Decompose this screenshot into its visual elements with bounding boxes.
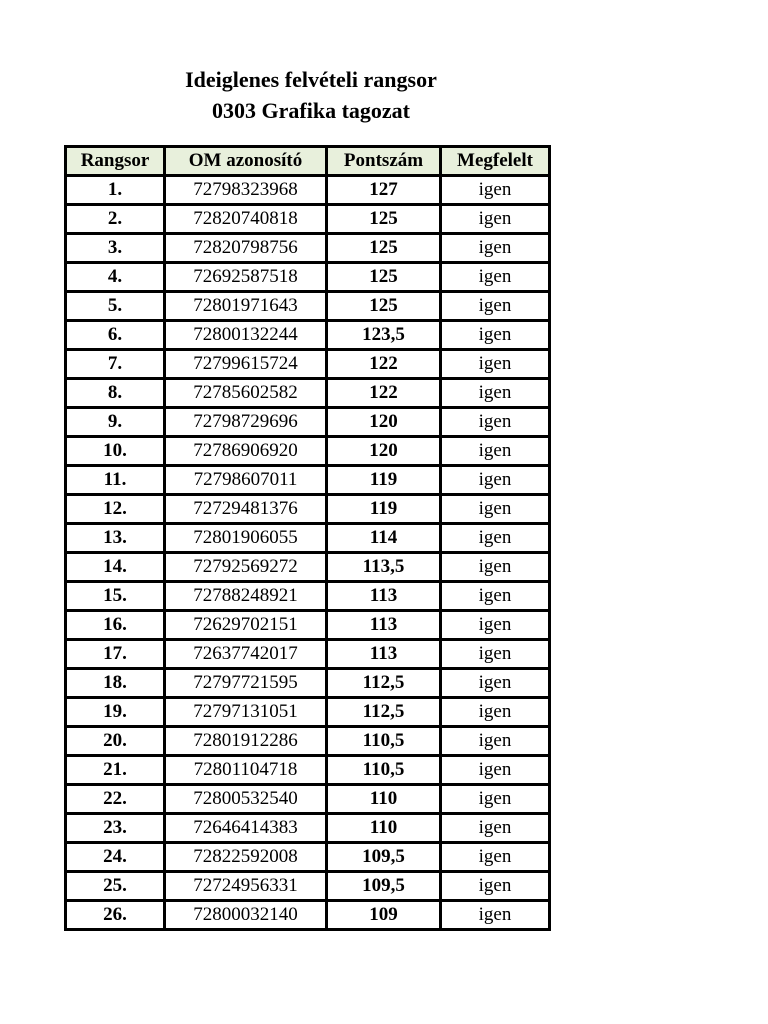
cell-pontszam: 125 (328, 206, 439, 232)
cell-pontszam: 112,5 (328, 670, 439, 696)
cell-megfelelt: igen (442, 351, 548, 377)
cell-om-azonosito: 72801912286 (166, 728, 325, 754)
cell-pontszam: 113 (328, 583, 439, 609)
header-megfelelt: Megfelelt (442, 148, 548, 174)
cell-pontszam: 113,5 (328, 554, 439, 580)
cell-rangsor: 20. (67, 728, 163, 754)
cell-megfelelt: igen (442, 612, 548, 638)
cell-rangsor: 21. (67, 757, 163, 783)
cell-om-azonosito: 72799615724 (166, 351, 325, 377)
cell-megfelelt: igen (442, 844, 548, 870)
header-rangsor: Rangsor (67, 148, 163, 174)
cell-rangsor: 15. (67, 583, 163, 609)
table-row (67, 409, 548, 435)
cell-megfelelt: igen (442, 235, 548, 261)
cell-om-azonosito: 72785602582 (166, 380, 325, 406)
cell-rangsor: 16. (67, 612, 163, 638)
cell-pontszam: 125 (328, 264, 439, 290)
cell-om-azonosito: 72797721595 (166, 670, 325, 696)
cell-megfelelt: igen (442, 786, 548, 812)
cell-pontszam: 109 (328, 902, 439, 928)
cell-om-azonosito: 72788248921 (166, 583, 325, 609)
document-title (0, 64, 622, 126)
table-row (67, 612, 548, 638)
table-row (67, 293, 548, 319)
cell-pontszam: 114 (328, 525, 439, 551)
cell-megfelelt: igen (442, 815, 548, 841)
cell-rangsor: 13. (67, 525, 163, 551)
table-row (67, 728, 548, 754)
cell-megfelelt: igen (442, 380, 548, 406)
cell-megfelelt: igen (442, 728, 548, 754)
cell-om-azonosito: 72820798756 (166, 235, 325, 261)
cell-om-azonosito: 72792569272 (166, 554, 325, 580)
title-line-2: 0303 Grafika tagozat (212, 98, 410, 123)
table-row (67, 699, 548, 725)
cell-pontszam: 113 (328, 612, 439, 638)
cell-rangsor: 1. (67, 177, 163, 203)
cell-pontszam: 109,5 (328, 873, 439, 899)
cell-rangsor: 7. (67, 351, 163, 377)
cell-om-azonosito: 72797131051 (166, 699, 325, 725)
table-row (67, 757, 548, 783)
table-row (67, 351, 548, 377)
cell-om-azonosito: 72629702151 (166, 612, 325, 638)
cell-megfelelt: igen (442, 699, 548, 725)
cell-megfelelt: igen (442, 496, 548, 522)
header-om-azonosito: OM azonosító (166, 148, 325, 174)
cell-pontszam: 123,5 (328, 322, 439, 348)
cell-rangsor: 17. (67, 641, 163, 667)
cell-rangsor: 2. (67, 206, 163, 232)
cell-megfelelt: igen (442, 902, 548, 928)
cell-om-azonosito: 72801971643 (166, 293, 325, 319)
cell-om-azonosito: 72820740818 (166, 206, 325, 232)
table-body (67, 177, 548, 928)
table-row (67, 786, 548, 812)
cell-rangsor: 26. (67, 902, 163, 928)
table-row (67, 380, 548, 406)
cell-rangsor: 12. (67, 496, 163, 522)
header-row (67, 148, 548, 174)
cell-om-azonosito: 72798729696 (166, 409, 325, 435)
cell-om-azonosito: 72822592008 (166, 844, 325, 870)
cell-pontszam: 110 (328, 786, 439, 812)
table-row (67, 264, 548, 290)
cell-megfelelt: igen (442, 467, 548, 493)
table-row (67, 525, 548, 551)
cell-pontszam: 122 (328, 351, 439, 377)
table-row (67, 467, 548, 493)
cell-rangsor: 14. (67, 554, 163, 580)
cell-rangsor: 24. (67, 844, 163, 870)
cell-pontszam: 119 (328, 496, 439, 522)
title-line-1: Ideiglenes felvételi rangsor (185, 67, 437, 92)
table-row (67, 583, 548, 609)
table-row (67, 641, 548, 667)
cell-rangsor: 18. (67, 670, 163, 696)
cell-megfelelt: igen (442, 525, 548, 551)
cell-megfelelt: igen (442, 670, 548, 696)
cell-megfelelt: igen (442, 264, 548, 290)
cell-rangsor: 25. (67, 873, 163, 899)
cell-megfelelt: igen (442, 438, 548, 464)
cell-pontszam: 110,5 (328, 728, 439, 754)
table-row (67, 438, 548, 464)
cell-megfelelt: igen (442, 177, 548, 203)
table-row (67, 815, 548, 841)
table-row (67, 670, 548, 696)
cell-rangsor: 11. (67, 467, 163, 493)
cell-om-azonosito: 72798323968 (166, 177, 325, 203)
cell-megfelelt: igen (442, 206, 548, 232)
cell-pontszam: 120 (328, 438, 439, 464)
cell-rangsor: 23. (67, 815, 163, 841)
cell-pontszam: 110,5 (328, 757, 439, 783)
cell-om-azonosito: 72800032140 (166, 902, 325, 928)
cell-om-azonosito: 72692587518 (166, 264, 325, 290)
cell-rangsor: 19. (67, 699, 163, 725)
cell-om-azonosito: 72801104718 (166, 757, 325, 783)
cell-pontszam: 109,5 (328, 844, 439, 870)
cell-pontszam: 122 (328, 380, 439, 406)
table-row (67, 496, 548, 522)
cell-rangsor: 10. (67, 438, 163, 464)
table-row (67, 873, 548, 899)
cell-rangsor: 8. (67, 380, 163, 406)
cell-om-azonosito: 72786906920 (166, 438, 325, 464)
cell-pontszam: 113 (328, 641, 439, 667)
cell-om-azonosito: 72724956331 (166, 873, 325, 899)
cell-pontszam: 119 (328, 467, 439, 493)
cell-pontszam: 112,5 (328, 699, 439, 725)
cell-pontszam: 110 (328, 815, 439, 841)
cell-megfelelt: igen (442, 554, 548, 580)
table-row (67, 902, 548, 928)
cell-om-azonosito: 72798607011 (166, 467, 325, 493)
cell-megfelelt: igen (442, 641, 548, 667)
cell-rangsor: 4. (67, 264, 163, 290)
cell-om-azonosito: 72801906055 (166, 525, 325, 551)
cell-pontszam: 127 (328, 177, 439, 203)
table-row (67, 554, 548, 580)
cell-rangsor: 3. (67, 235, 163, 261)
table-row (67, 177, 548, 203)
cell-rangsor: 5. (67, 293, 163, 319)
cell-pontszam: 125 (328, 293, 439, 319)
table-row (67, 235, 548, 261)
cell-om-azonosito: 72800132244 (166, 322, 325, 348)
cell-rangsor: 6. (67, 322, 163, 348)
cell-om-azonosito: 72637742017 (166, 641, 325, 667)
cell-rangsor: 9. (67, 409, 163, 435)
cell-megfelelt: igen (442, 757, 548, 783)
cell-megfelelt: igen (442, 322, 548, 348)
cell-megfelelt: igen (442, 293, 548, 319)
cell-megfelelt: igen (442, 873, 548, 899)
table-header (67, 148, 548, 174)
cell-megfelelt: igen (442, 583, 548, 609)
ranking-table (64, 145, 551, 931)
cell-om-azonosito: 72646414383 (166, 815, 325, 841)
cell-rangsor: 22. (67, 786, 163, 812)
table-row (67, 206, 548, 232)
table-row (67, 844, 548, 870)
table-row (67, 322, 548, 348)
header-pontszam: Pontszám (328, 148, 439, 174)
cell-om-azonosito: 72729481376 (166, 496, 325, 522)
cell-om-azonosito: 72800532540 (166, 786, 325, 812)
cell-megfelelt: igen (442, 409, 548, 435)
cell-pontszam: 125 (328, 235, 439, 261)
cell-pontszam: 120 (328, 409, 439, 435)
